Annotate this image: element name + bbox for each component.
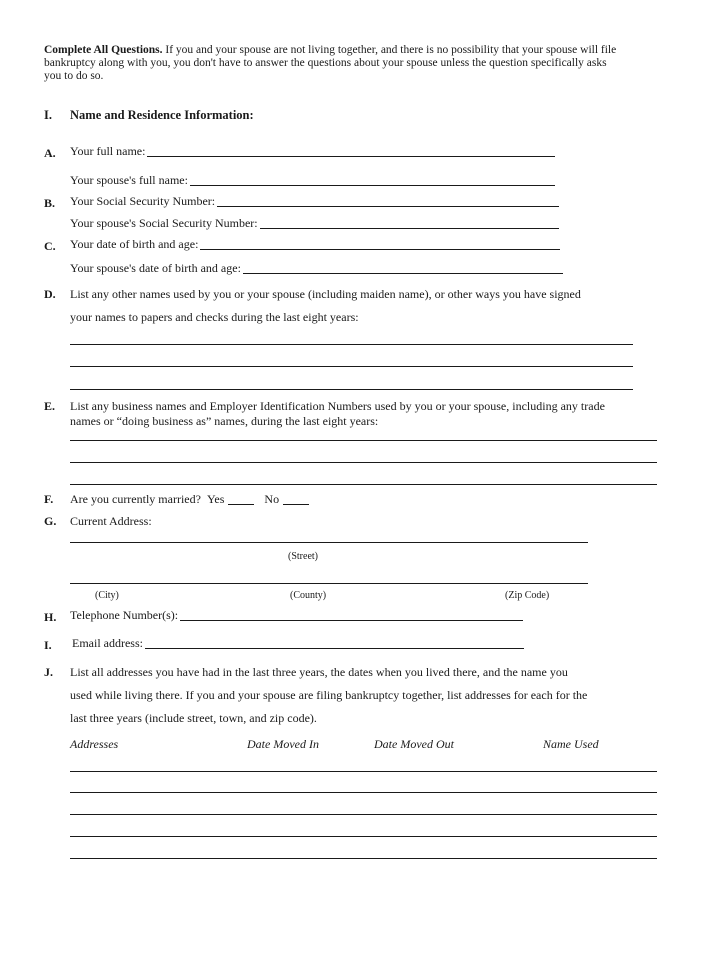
ssn-field[interactable] <box>217 206 559 207</box>
ssn-label: Your Social Security Number: <box>70 194 216 208</box>
married-yes-label: Yes <box>206 492 225 506</box>
item-b-letter: B. <box>44 196 56 210</box>
spouse-dob-field[interactable] <box>243 273 563 274</box>
county-caption: (County) <box>290 590 327 601</box>
dob-label: Your date of birth and age: <box>70 237 199 251</box>
address-history-line-2[interactable] <box>70 792 657 793</box>
street-line[interactable] <box>70 542 588 543</box>
item-j-letter: J. <box>44 665 53 679</box>
married-question: Are you currently married? <box>70 492 201 506</box>
intro-paragraph <box>44 44 624 83</box>
spouse-ssn-field[interactable] <box>260 228 559 229</box>
intro-lead: Complete All Questions. <box>44 44 163 56</box>
item-j-line1: List all addresses you have had in the last three years, the dates when you lived there, and the name you <box>70 665 568 679</box>
full-name-label: Your full name: <box>70 144 146 158</box>
col-date-moved-out: Date Moved Out <box>374 737 454 751</box>
other-names-line-2[interactable] <box>70 366 633 367</box>
spouse-full-name-row <box>70 173 555 188</box>
telephone-label: Telephone Number(s): <box>70 608 179 622</box>
item-i-letter: I. <box>44 638 52 652</box>
telephone-field[interactable] <box>180 620 523 621</box>
business-names-line-3[interactable] <box>70 484 657 485</box>
married-yes-field[interactable] <box>228 504 254 505</box>
col-addresses: Addresses <box>70 737 119 751</box>
married-no-field[interactable] <box>283 504 309 505</box>
item-e-line2: names or “doing business as” names, during the last eight years: <box>70 414 379 428</box>
city-caption: (City) <box>95 590 119 601</box>
city-county-zip-line[interactable] <box>70 583 588 584</box>
item-c-letter: C. <box>44 239 56 253</box>
telephone-row <box>70 608 523 623</box>
section-number: I. <box>44 108 52 122</box>
item-d-letter: D. <box>44 287 56 301</box>
spouse-full-name-label: Your spouse's full name: <box>70 173 188 187</box>
intro-text: If you and your spouse are not living together, and there is no possibility that your spouse will file bankruptcy along with you, you don't have to answer the questions about your spouse unless the question specifically asks you to do so. <box>44 44 617 82</box>
email-row <box>72 636 524 651</box>
item-d-line1: List any other names used by you or your spouse (including maiden name), or other ways you have signed <box>70 287 581 301</box>
col-name-used: Name Used <box>543 737 599 751</box>
item-e-line1: List any business names and Employer Identification Numbers used by you or your spouse, including any trade <box>70 399 605 413</box>
business-names-line-1[interactable] <box>70 440 657 441</box>
item-j-line3: last three years (include street, town, and zip code). <box>70 711 317 725</box>
spouse-ssn-row <box>70 216 559 231</box>
col-date-moved-in: Date Moved In <box>247 737 319 751</box>
married-no-label: No <box>264 492 280 506</box>
spouse-ssn-label: Your spouse's Social Security Number: <box>70 216 258 230</box>
married-question-row <box>70 492 313 506</box>
spouse-dob-row <box>70 261 563 276</box>
dob-row <box>70 237 560 252</box>
address-history-line-4[interactable] <box>70 836 657 837</box>
item-d-line2: your names to papers and checks during the last eight years: <box>70 310 359 324</box>
other-names-line-3[interactable] <box>70 389 633 390</box>
item-a-letter: A. <box>44 146 56 160</box>
section-title: Name and Residence Information: <box>70 108 254 122</box>
item-h-letter: H. <box>44 610 57 624</box>
street-caption: (Street) <box>288 551 318 562</box>
email-field[interactable] <box>145 648 524 649</box>
dob-field[interactable] <box>200 249 560 250</box>
email-label: Email address: <box>72 636 143 650</box>
zip-caption: (Zip Code) <box>505 590 550 601</box>
address-history-line-5[interactable] <box>70 858 657 859</box>
full-name-field[interactable] <box>147 156 555 157</box>
address-history-line-1[interactable] <box>70 771 657 772</box>
item-f-letter: F. <box>44 492 54 506</box>
current-address-label: Current Address: <box>70 514 152 528</box>
ssn-row <box>70 194 559 209</box>
address-history-line-3[interactable] <box>70 814 657 815</box>
item-j-line2: used while living there. If you and your spouse are filing bankruptcy together, list addresses for each for the <box>70 688 588 702</box>
other-names-line-1[interactable] <box>70 344 633 345</box>
item-g-letter: G. <box>44 514 57 528</box>
item-e-letter: E. <box>44 399 56 413</box>
business-names-line-2[interactable] <box>70 462 657 463</box>
spouse-full-name-field[interactable] <box>190 185 555 186</box>
spouse-dob-label: Your spouse's date of birth and age: <box>70 261 241 275</box>
full-name-row <box>70 144 555 159</box>
